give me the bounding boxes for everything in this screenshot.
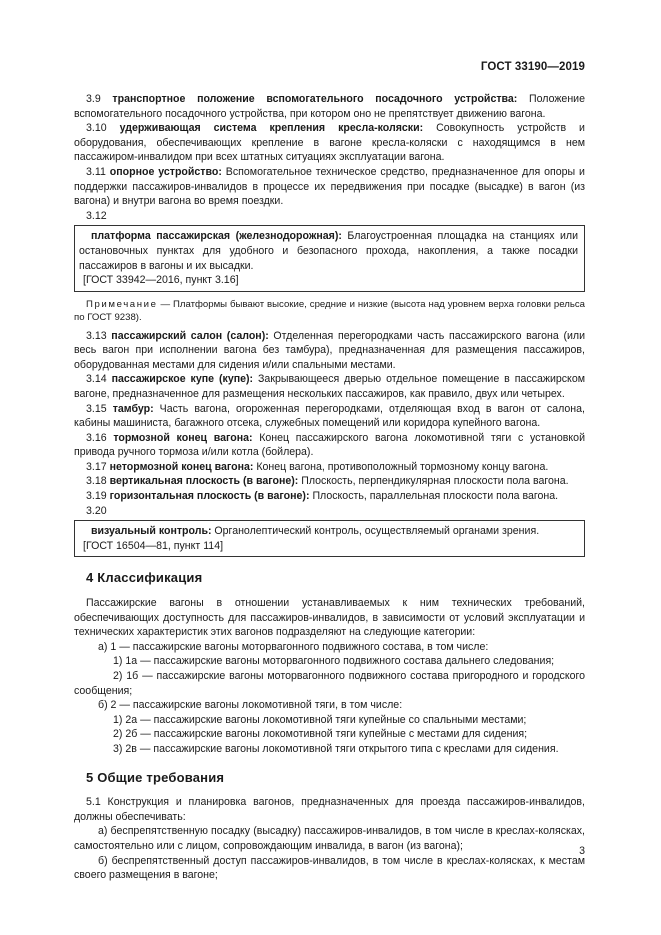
source-reference: [ГОСТ 16504—81, пункт 114]	[83, 539, 224, 552]
source-reference: [ГОСТ 33942—2016, пункт 3.16]	[83, 274, 239, 287]
term: опорное устройство:	[109, 165, 222, 178]
page-content	[74, 92, 585, 883]
definition-3-16	[74, 431, 585, 460]
definition-text: Отделенная перегородками часть пассажирского вагона (или весь вагон при исполнении вагона без тамбура), предназначенная для размещения пассажиров, оборудованная местами для сидения и/или спальными местами.	[74, 329, 585, 371]
clause-number: 3.14	[86, 373, 107, 386]
term: нетормозной конец вагона:	[109, 460, 254, 473]
list-item: 3) 2в — пассажирские вагоны локомотивной тяги открытого типа с креслами для сидения.	[113, 742, 559, 755]
definition-3-11	[74, 165, 585, 209]
definition-3-15	[74, 402, 585, 431]
list-item: 2) 1б — пассажирские вагоны моторвагонного подвижного состава пригородного и городского сообщения;	[74, 670, 585, 697]
term: транспортное положение вспомогательного посадочного устройства:	[112, 93, 518, 105]
clause-number: 3.17	[86, 460, 107, 473]
list-item: а) 1 — пассажирские вагоны моторвагонного подвижного состава, в том числе:	[98, 640, 489, 653]
section-4-intro: Пассажирские вагоны в отношении устанавливаемых к ним технических требований, обеспечивающих доступность для пассажиров-инвалидов, в зависимости от условий эксплуатации и технических характеристик этих вагонов подразделяют на следующие категории:	[74, 597, 585, 639]
clause-number: 3.11	[86, 165, 106, 178]
section-4-heading: 4 Классификация	[86, 570, 203, 586]
term: пассажирский салон (салон):	[111, 329, 269, 342]
clause-5-1: 5.1 Конструкция и планировка вагонов, предназначенных для проезда пассажиров-инвалидов, должны обеспечивать:	[74, 796, 585, 823]
page-number: 3	[579, 845, 585, 857]
definition-3-12	[79, 229, 578, 273]
term: удерживающая система крепления кресла-коляски:	[119, 122, 424, 135]
clause-number: 3.15	[86, 402, 107, 415]
definition-text: Часть вагона, огороженная перегородками, отделяющая вход в вагон от салона, кабины машиниста, багажного отсека, служебных помещений или коридора купейного вагона.	[74, 402, 585, 430]
list-item: 2) 2б — пассажирские вагоны локомотивной тяги купейные с местами для сидения;	[113, 728, 528, 741]
list-item: 1) 1а — пассажирские вагоны моторвагонного подвижного состава дальнего следования;	[113, 655, 555, 668]
definition-3-17	[74, 460, 585, 475]
clause-number-3-20: 3.20	[86, 504, 107, 517]
definition-3-18	[74, 474, 585, 489]
definition-3-19	[74, 489, 585, 504]
definition-3-14	[74, 372, 585, 401]
definition-box-3-20	[74, 520, 585, 557]
note-text: — Платформы бывают высокие, средние и низкие (высота над уровнем верха головки рельса по ГОСТ 9238).	[74, 298, 585, 324]
clause-number: 3.19	[86, 490, 107, 503]
definition-3-13	[74, 329, 585, 373]
term: пассажирское купе (купе):	[111, 373, 254, 386]
standard-number: ГОСТ 33190—2019	[480, 61, 585, 73]
definition-3-9	[74, 92, 585, 121]
clause-number: 3.13	[86, 329, 107, 342]
term: тормозной конец вагона:	[113, 431, 253, 444]
definition-text: Органолептический контроль, осуществляемый органами зрения.	[211, 525, 540, 538]
definition-text: Вспомогательное техническое средство, предназначенное для опоры и поддержки пассажиров-инвалидов в процессе их передвижения при посадке (высадке) в вагон (из вагона) и внутри вагона во время поездки.	[74, 165, 585, 208]
definition-text: Плоскость, перпендикулярная плоскости пола вагона.	[298, 475, 569, 488]
definition-text: Закрывающееся дверью отдельное помещение в пассажирском вагоне, предназначенное для размещения нескольких пассажиров, как правило, двух или четырех.	[74, 373, 585, 400]
term: платформа пассажирская (железнодорожная):	[91, 230, 342, 243]
definition-text: Благоустроенная площадка на станциях или остановочных пунктах для удобного и безопасного прохода, накопления, а также посадки пассажиров в вагоны и их высадки.	[79, 230, 578, 272]
definition-3-10	[74, 121, 585, 165]
definition-text: Совокупность устройств и оборудования, обеспечивающих крепление в вагоне кресла-коляски с находящимся в нем пассажиром-инвалидом при всех штатных ситуациях эксплуатации вагона.	[74, 122, 585, 164]
term: горизонтальная плоскость (в вагоне):	[109, 490, 310, 503]
definition-box-3-12	[74, 225, 585, 291]
list-item: 1) 2а — пассажирские вагоны локомотивной тяги купейные со спальными местами;	[113, 713, 527, 726]
definition-text: Конец вагона, противоположный тормозному концу вагона.	[253, 460, 549, 473]
list-item: а) беспрепятственную посадку (высадку) пассажиров-инвалидов, в том числе в креслах-колясках, самостоятельно или с лицом, сопровождающим инвалида, в вагон (из вагона);	[74, 825, 585, 852]
definition-text: Плоскость, параллельная плоскости пола вагона.	[309, 490, 559, 503]
definition-3-20	[79, 524, 578, 539]
note	[74, 298, 585, 325]
definition-text: Положение вспомогательного посадочного устройства, при котором оно не препятствует движению вагона.	[74, 93, 585, 120]
definition-text: Конец пассажирского вагона локомотивной тяги с установкой привода ручного тормоза и/или котла (бойлера).	[74, 431, 585, 459]
term: тамбур:	[112, 402, 154, 415]
list-item: б) 2 — пассажирские вагоны локомотивной тяги, в том числе:	[98, 699, 403, 712]
clause-number: 3.16	[86, 431, 107, 444]
clause-number: 3.9	[86, 93, 101, 105]
clause-number-3-12: 3.12	[86, 209, 107, 222]
clause-number: 3.18	[86, 475, 107, 488]
list-item: б) беспрепятственный доступ пассажиров-инвалидов, в том числе в креслах-колясках, к местам своего размещения в вагоне;	[74, 854, 585, 882]
note-label: Примечание	[86, 298, 158, 310]
term: вертикальная плоскость (в вагоне):	[109, 475, 299, 488]
section-5-heading: 5 Общие требования	[86, 769, 225, 785]
clause-number: 3.10	[86, 122, 107, 135]
term: визуальный контроль:	[91, 525, 212, 538]
